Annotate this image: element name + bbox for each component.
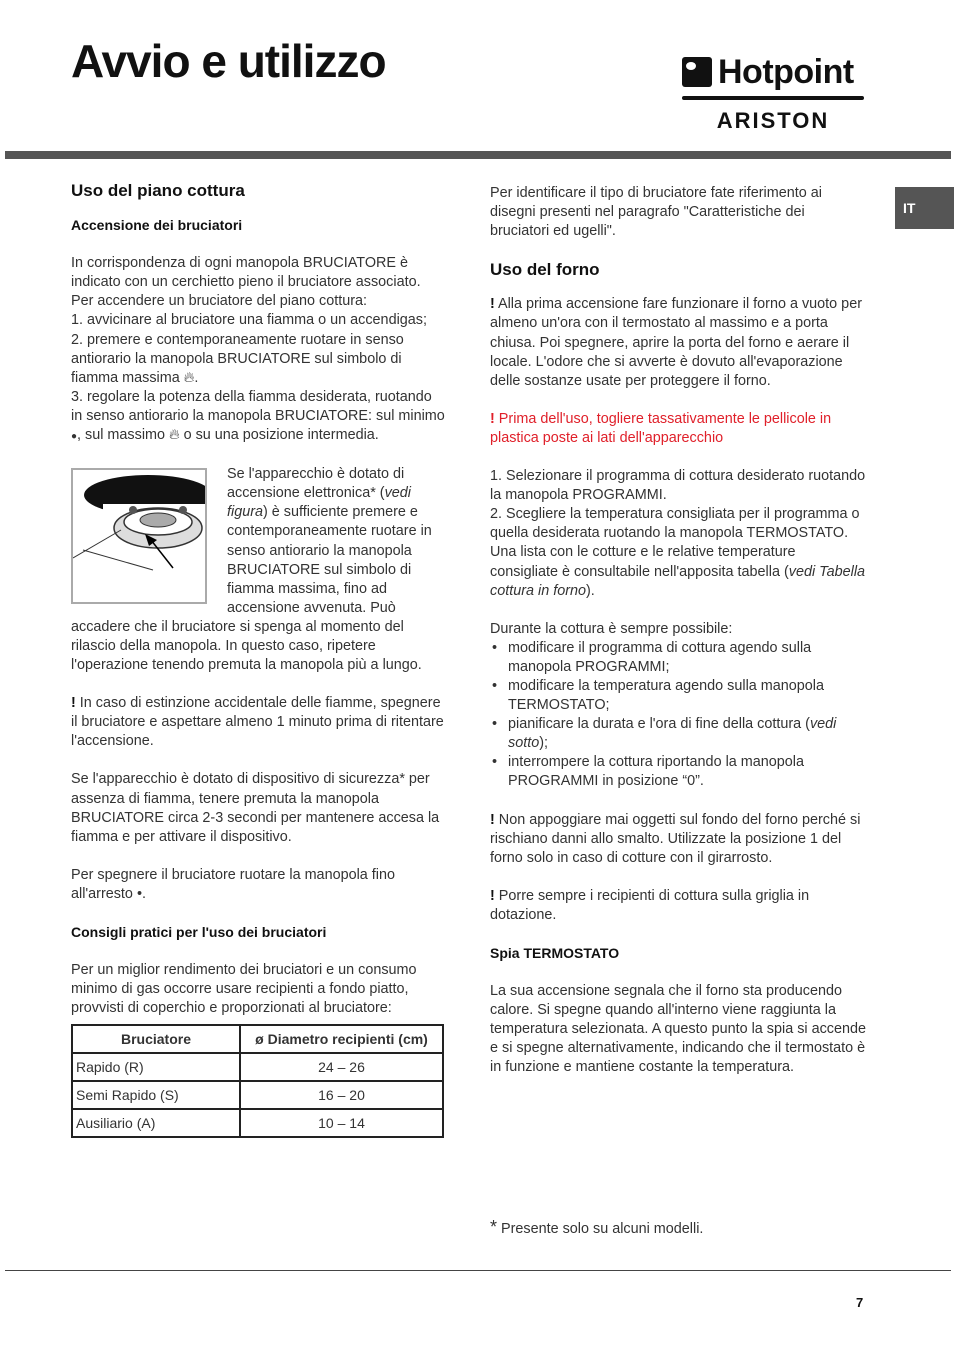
page-number: 7 bbox=[856, 1295, 864, 1310]
warning-paragraph: ! Non appoggiare mai oggetti sul fondo del forno perché si rischiano danni allo smalto. Utilizzate la posizione 1 del forno solo in caso di cotture con il girarrosto. bbox=[490, 811, 861, 866]
right-column bbox=[490, 184, 866, 1097]
table-header: Bruciatore bbox=[72, 1025, 240, 1053]
warning-icon: ! bbox=[490, 811, 495, 828]
heading-uso-forno: Uso del forno bbox=[490, 260, 600, 280]
step-3: 3. regolare la potenza della fiamma desiderata, ruotando in senso antiorario la manopola BRUCIATORE: sul minimo ●, sul massimo 🔥︎ o su una posizione intermedia. bbox=[71, 388, 445, 444]
warning-icon: ! bbox=[490, 887, 495, 904]
hotpoint-ariston-logo bbox=[682, 53, 864, 133]
footnote-star: * bbox=[490, 1217, 498, 1237]
table-row bbox=[72, 1081, 443, 1109]
header-rule bbox=[5, 151, 951, 159]
bullet-list bbox=[490, 639, 866, 792]
paragraph: Se l'apparecchio è dotato di dispositivo di sicurezza* per assenza di fiamma, tenere premuta la manopola BRUCIATORE circa 2-3 secondi per mantenere accesa la fiamma e per attivare il dispositivo. bbox=[71, 771, 440, 845]
page-title: Avvio e utilizzo bbox=[71, 35, 386, 87]
left-column bbox=[71, 181, 445, 1138]
table-cell: Rapido (R) bbox=[72, 1053, 240, 1081]
footer-rule bbox=[5, 1270, 951, 1271]
table-header-row bbox=[72, 1025, 443, 1053]
table-cell: Semi Rapido (S) bbox=[72, 1081, 240, 1109]
heading-piano-cottura: Uso del piano cottura bbox=[71, 181, 245, 200]
warning-paragraph: ! Porre sempre i recipienti di cottura sulla griglia in dotazione. bbox=[490, 887, 810, 923]
heading-consigli: Consigli pratici per l'uso dei bruciatori bbox=[71, 924, 327, 940]
logo-mark-icon bbox=[682, 57, 712, 87]
logo-brand: Hotpoint bbox=[718, 53, 854, 91]
paragraph: Durante la cottura è sempre possibile: bbox=[490, 620, 733, 637]
logo-divider bbox=[682, 96, 864, 100]
paragraph: Per accendere un bruciatore del piano cottura: bbox=[71, 293, 367, 310]
table-row bbox=[72, 1109, 443, 1137]
heading-accensione: Accensione dei bruciatori bbox=[71, 217, 243, 234]
table-cell: Ausiliario (A) bbox=[72, 1109, 240, 1137]
ignition-paragraph bbox=[71, 465, 445, 675]
footnote: * Presente solo su alcuni modelli. bbox=[490, 1217, 704, 1237]
paragraph: In corrispondenza di ogni manopola BRUCIATORE è indicato con un cerchietto pieno il bruciatore associato. bbox=[71, 255, 421, 291]
step-2: 2. premere e contemporaneamente ruotare in senso antiorario la manopola BRUCIATORE sul simbolo di fiamma massima 🔥︎. bbox=[71, 331, 404, 386]
paragraph: Per identificare il tipo di bruciatore fate riferimento ai disegni presenti nel paragrafo "Caratteristiche dei bruciatori ed ugelli". bbox=[490, 185, 822, 240]
table-cell: 10 – 14 bbox=[240, 1109, 443, 1137]
paragraph: Una lista con le cotture e le relative temperature consigliate è consultabile nell'apposita tabella (vedi Tabella cottura in forno). bbox=[490, 544, 866, 599]
list-item: • modificare la temperatura agendo sulla manopola TERMOSTATO; bbox=[490, 677, 866, 715]
paragraph: Per spegnere il bruciatore ruotare la manopola fino all'arresto •. bbox=[71, 866, 395, 902]
warning-paragraph-red: ! Prima dell'uso, togliere tassativamente le pellicole in plastica poste ai lati dell'apparecchio bbox=[490, 410, 832, 446]
warning-icon: ! bbox=[71, 695, 76, 712]
list-item: • interrompere la cottura riportando la manopola PROGRAMMI in posizione “0”. bbox=[490, 753, 866, 791]
paragraph: Per un miglior rendimento dei bruciatori e un consumo minimo di gas occorre usare recipienti a fondo piatto, provvisti di coperchio e proporzionati al bruciatore: bbox=[71, 962, 417, 1017]
step-1: 1. Selezionare il programma di cottura desiderato ruotando la manopola PROGRAMMI. bbox=[490, 468, 866, 504]
table-cell: 24 – 26 bbox=[240, 1053, 443, 1081]
warning-paragraph: ! Alla prima accensione fare funzionare il forno a vuoto per almeno un'ora con il termostato al massimo e a porta chiusa. Poi spegnere, aprire la porta del forno e aerare il locale. L'odore che si avverte è dovuto all'evaporazione delle sostanze usate per proteggere il forno. bbox=[490, 296, 862, 389]
burner-figure bbox=[71, 468, 207, 604]
list-item: • pianificare la durata e l'ora di fine della cottura (vedi sotto); bbox=[490, 715, 866, 753]
flame-max-icon: 🔥︎ bbox=[183, 369, 195, 386]
warning-icon: ! bbox=[490, 296, 495, 313]
pot-diameter-table bbox=[71, 1024, 444, 1138]
burner-illustration bbox=[73, 470, 205, 602]
heading-spia: Spia TERMOSTATO bbox=[490, 945, 620, 961]
table-row bbox=[72, 1053, 443, 1081]
logo-sub: ARISTON bbox=[716, 108, 830, 133]
warning-paragraph: ! In caso di estinzione accidentale delle fiamme, spegnere il bruciatore e aspettare almeno 1 minuto prima di ritentare l'accensione. bbox=[71, 695, 444, 750]
language-tab: IT bbox=[895, 187, 954, 229]
table-cell: 16 – 20 bbox=[240, 1081, 443, 1109]
list-item: • modificare il programma di cottura agendo sulla manopola PROGRAMMI; bbox=[490, 639, 866, 677]
paragraph: Se l'apparecchio è dotato di accensione elettronica* (vedi figura) è sufficiente premere e contemporaneamente ruotare in senso antiorario la manopola BRUCIATORE sul simbolo di fiamma massima, fino ad accensione avvenuta. Può accadere che il bruciatore si spenga al momento del rilascio della manopola. In questo caso, ripetere l'operazione tenendo premuta la manopola più a lungo. bbox=[71, 466, 432, 674]
table-header: ø Diametro recipienti (cm) bbox=[240, 1025, 443, 1053]
step-1: 1. avvicinare al bruciatore una fiamma o un accendigas; bbox=[71, 312, 427, 329]
flame-min-icon: ● bbox=[71, 431, 78, 443]
paragraph: La sua accensione segnala che il forno sta producendo calore. Si spegne quando all'interno viene raggiunta la temperatura selezionata. A questo punto la spia si accende e si spegne alternativamente, indicando che il termostato è in funzione e mantiene costante la temperatura. bbox=[490, 983, 867, 1076]
warning-icon: ! bbox=[490, 410, 495, 427]
flame-max-icon: 🔥︎ bbox=[169, 427, 180, 444]
step-2: 2. Scegliere la temperatura consigliata per il programma o quella desiderata ruotando la manopola TERMOSTATO. bbox=[490, 506, 860, 542]
off-dot-icon: • bbox=[136, 885, 142, 902]
